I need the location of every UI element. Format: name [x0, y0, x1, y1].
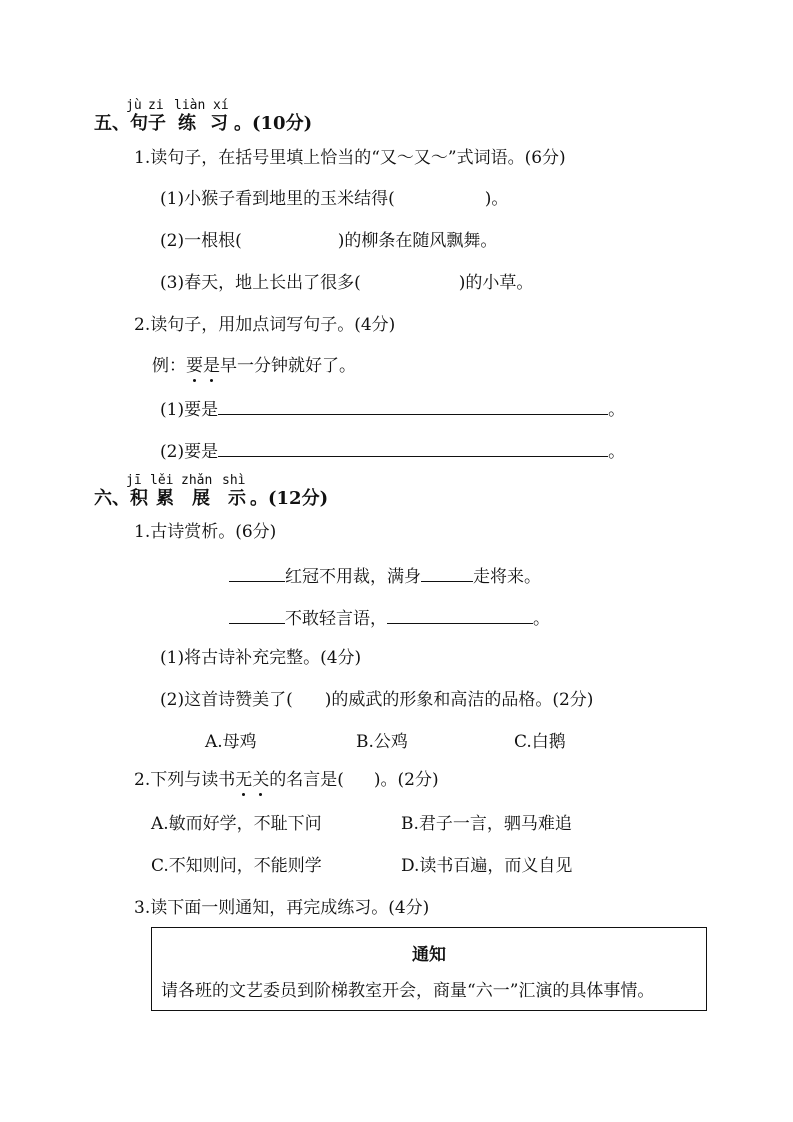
s5-q1-prompt: 1.读句子，在括号里填上恰当的“又～又～”式词语。(6分)	[134, 148, 566, 168]
dotted-char: 是	[203, 356, 220, 376]
section-number: 六、	[94, 488, 130, 509]
pinyin-zhan: zhǎn	[181, 473, 213, 488]
choice-option[interactable]: C.白鹅	[514, 732, 566, 752]
dotted-char: 无	[235, 770, 253, 790]
s5-q2-item2: (2)要是 。	[160, 439, 625, 463]
section-number: 五、	[94, 113, 130, 134]
answer-line[interactable]	[229, 564, 285, 582]
poem-line-1: 红冠不用裁，满身 走将来。	[229, 564, 541, 588]
notice-box	[151, 927, 707, 1011]
answer-line[interactable]	[218, 397, 608, 415]
s6-q1-sub1: (1)将古诗补充完整。(4分)	[160, 648, 362, 668]
s5-q1-item1: (1)小猴子看到地里的玉米结得( )。	[160, 189, 509, 209]
notice-title: 通知	[412, 945, 446, 965]
pinyin-lian: liàn	[174, 98, 206, 113]
s5-q1-item2: (2)一根根( )的柳条在随风飘舞。	[160, 231, 498, 251]
choice-option[interactable]: B.君子一言，驷马难追	[401, 814, 572, 834]
choice-option[interactable]: B.公鸡	[356, 732, 408, 752]
answer-line[interactable]	[387, 606, 533, 624]
pinyin-lei: lěi	[150, 473, 174, 488]
answer-line[interactable]	[421, 564, 473, 582]
dotted-char: 关	[252, 770, 270, 790]
pinyin-zi: zi	[148, 98, 164, 113]
pinyin-ji: jī	[126, 473, 142, 488]
pinyin-shi: shì	[222, 473, 246, 488]
s5-q2-prompt: 2.读句子，用加点词写句子。(4分)	[134, 315, 396, 335]
section6-heading: 六、积 累 展 示 。(12分)	[94, 488, 329, 509]
pinyin-xi: xí	[213, 98, 229, 113]
poem-line-2: 不敢轻言语， 。	[229, 606, 550, 630]
s6-q2-prompt: 2.下列与读书无关的名言是( )。(2分)	[134, 770, 439, 790]
s5-q2-item1: (1)要是 。	[160, 397, 625, 421]
s5-q1-item3: (3)春天，地上长出了很多( )的小草。	[160, 273, 534, 293]
choice-option[interactable]: C.不知则问，不能则学	[151, 856, 322, 876]
choice-option[interactable]: D.读书百遍，而义自见	[401, 856, 573, 876]
s6-q1-sub2: (2)这首诗赞美了( )的威武的形象和高洁的品格。(2分)	[160, 690, 594, 710]
s6-q1-prompt: 1.古诗赏析。(6分)	[134, 522, 277, 542]
s5-q2-example: 例：要是早一分钟就好了。	[152, 356, 356, 376]
notice-body: 请各班的文艺委员到阶梯教室开会，商量“六一”汇演的具体事情。	[161, 981, 655, 1001]
choice-option[interactable]: A.母鸡	[205, 732, 257, 752]
answer-line[interactable]	[229, 606, 285, 624]
choice-option[interactable]: A.敏而好学，不耻下问	[151, 814, 322, 834]
pinyin-ju: jù	[126, 98, 142, 113]
section5-heading: 五、句子 练 习 。(10分)	[94, 113, 313, 134]
dotted-char: 要	[186, 356, 203, 376]
answer-line[interactable]	[218, 439, 608, 457]
s6-q3-prompt: 3.读下面一则通知，再完成练习。(4分)	[134, 898, 430, 918]
